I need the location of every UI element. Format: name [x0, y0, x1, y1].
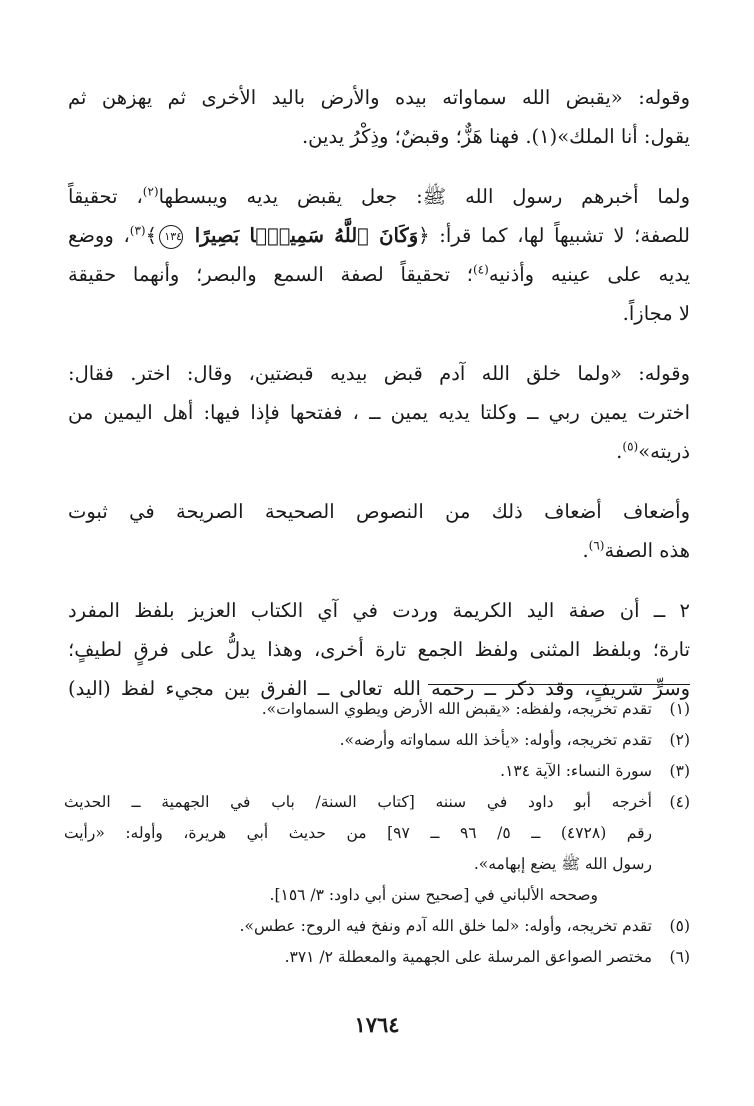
footnote-3 [64, 756, 690, 787]
text-line: هذه الصفة$^{(٦)}$. [582, 538, 690, 562]
footnote-number: (١) [669, 700, 690, 718]
ayah-number-mark: ١٣٤ [159, 225, 183, 249]
page-number: ١٧٦٤ [354, 1012, 400, 1037]
footnote-ref: (٥) [622, 439, 639, 454]
text-line: تارة؛ وبلفظ المثنى ولفظ الجمع تارة أخرى، وهذا يدلُّ على فرقٍ لطيفٍ؛ [68, 638, 690, 661]
footnote-separator [428, 684, 690, 685]
paragraph-4 [68, 492, 690, 570]
footnote-2 [64, 725, 690, 756]
text-line: وأضعاف أضعاف ذلك من النصوص الصحيحة الصريحة في ثبوت [68, 500, 690, 523]
footnote-6 [64, 942, 690, 973]
footnote-1 [64, 694, 690, 725]
footnote-number: (٣) [669, 762, 690, 780]
footnotes [64, 694, 690, 973]
footnote-text: أخرجه أبو داود في سننه [كتاب السنة/ باب في الجهمية ــ الحديث [64, 793, 652, 811]
footnote-number: (٦) [669, 948, 690, 966]
quran-verse: وَكَانَ ٱللَّهُ سَمِيعًۢا بَصِيرًا [194, 224, 419, 247]
text-line: ولما أخبرهم رسول الله ﷺ: جعل يقبض يديه ويبسطها$^{(٢)}$، تحقيقاً [68, 184, 690, 208]
text-line: اخترت يمين ربي ــ وكلتا يديه يمين ــ ، ففتحها فإذا فيها: أهل اليمين من [68, 401, 690, 424]
footnote-text: سورة النساء: الآية ١٣٤. [500, 762, 652, 780]
footnote-5 [64, 911, 690, 942]
footnote-text: مختصر الصواعق المرسلة على الجهمية والمعطلة ٢/ ٣٧١. [284, 948, 652, 966]
footnote-ref: (٢) [142, 184, 159, 199]
text-line: ٢ ــ أن صفة اليد الكريمة وردت في آي الكتاب العزيز بلفظ المفرد [68, 599, 690, 622]
footnote-ref: (٣) [129, 223, 146, 238]
footnote-4-continuation [64, 880, 690, 911]
paragraph-1 [68, 78, 690, 156]
footnote-text: رسول الله ﷺ يضع إبهامه». [473, 855, 652, 873]
footnote-ref: (١). فهنا هَزٌّ؛ وقبضٌ؛ وذِكْرُ يدين. [301, 125, 558, 148]
footnote-ref: (٤) [472, 262, 489, 277]
footnote-number: (٥) [669, 917, 690, 935]
text-line: يقول: أنا الملك»(١). فهنا هَزٌّ؛ وقبضٌ؛ وذِكْرُ يدين. [301, 125, 690, 148]
footnote-text: رقم (٤٧٢٨) ــ ٥/ ٩٦ ــ ٩٧] من حديث أبي هريرة، وأوله: «رأيت [64, 824, 653, 842]
footnote-text: وصححه الألباني في [صحيح سنن أبي داود: ٣/ ١٥٦]. [269, 886, 598, 904]
text-line: وقوله: «ولما خلق الله آدم قبض بيديه قبضتين، وقال: اختر. فقال: [68, 362, 690, 385]
footnote-ref: (٦) [588, 538, 605, 553]
footnote-text: تقدم تخريجه، ولفظه: «يقبض الله الأرض ويطوي السماوات». [261, 700, 652, 718]
text-line: وسرٍّ شريفٍ، وقد ذكر ــ رحمه الله تعالى ــ الفرق بين مجيء لفظ (اليد) [68, 677, 690, 700]
paragraph-3 [68, 354, 690, 471]
footnote-text: تقدم تخريجه، وأوله: «لما خلق الله آدم ونفخ فيه الروح: عطس». [239, 917, 652, 935]
footnote-number: (٤) [669, 793, 690, 811]
footnote-4 [64, 787, 690, 880]
paragraph-5 [68, 591, 690, 708]
footnote-number: (٢) [669, 731, 690, 749]
text-line: يديه على عينيه وأذنيه$^{(٤)}$؛ تحقيقاً لصفة السمع والبصر؛ وأنهما حقيقة [68, 262, 690, 286]
text-line: للصفة؛ لا تشبيهاً لها، كما قرأ: ﴿وَكَانَ ٱللَّهُ سَمِيعًۢا بَصِيرًا ١٣٤﴾$^{(٣)}$، ووضع [68, 223, 690, 247]
text-line: لا مجازاً. [622, 302, 690, 325]
main-text [68, 78, 690, 729]
text-line: ذريته»$^{(٥)}$. [616, 439, 690, 463]
text-line: وقوله: «يقبض الله سماواته بيده والأرض باليد الأخرى ثم يهزهن ثم [68, 86, 690, 109]
paragraph-2 [68, 177, 690, 333]
footnote-text: تقدم تخريجه، وأوله: «يأخذ الله سماواته وأرضه». [339, 731, 652, 749]
